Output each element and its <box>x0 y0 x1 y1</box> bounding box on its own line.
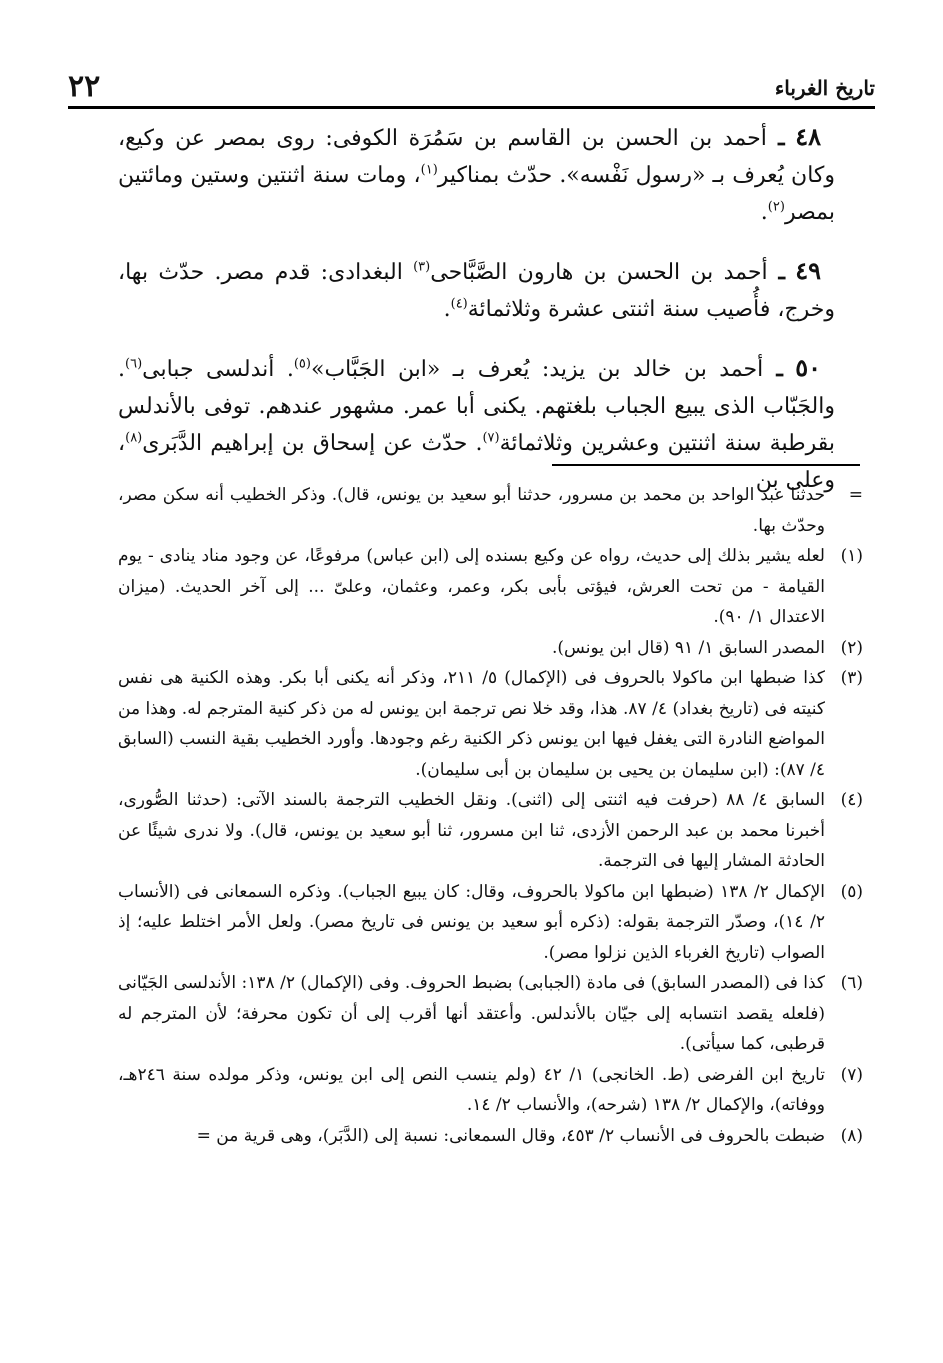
footnote-separator <box>552 464 860 466</box>
footnote <box>118 541 863 633</box>
footnote-ref: (٧) <box>482 430 500 446</box>
footnote-mark: (٣) <box>840 668 863 688</box>
footnote-ref: (٦) <box>125 356 143 372</box>
footnote-mark: (٥) <box>840 881 863 902</box>
footnote-mark: (٧) <box>840 1064 863 1085</box>
footnote-text: المصدر السابق ١/ ٩١ (قال ابن يونس). <box>552 637 825 658</box>
footnote-mark: = <box>848 485 863 505</box>
biography-entry: ٤٩ ـ أحمد بن الحسن بن هارون الصَّبَّاحى$^{(٣)}$ البغدادى: قدم مصر. حدّث بها، وخرج، فأُصيب سنة اثنتى عشرة وثلاثمائة$^{(٤)}$. <box>118 256 835 322</box>
entry-text: البغدادى: قدم مصر. حدّث بها، وخرج، فأُصيب سنة اثنتى عشرة وثلاثمائة <box>118 260 835 322</box>
entry-text: . <box>760 200 768 225</box>
entry-number: ٤٩ <box>795 256 821 285</box>
entry-text: ، ومات سنة اثنتين وستين ومائتين بمصر <box>118 163 835 225</box>
footnote-mark: (٤) <box>840 790 863 810</box>
footnote-text: لعله يشير بذلك إلى حديث، رواه عن وكيع بسنده إلى (ابن عباس) مرفوعًا، عن وجود مناد ينادى - يوم القيامة - من تحت العرش، فيؤتى بأبى بكر، وعمر، وعثمان، وعلىّ ... إلى آخر الحديث. (ميزان الاعتدال ١/ ٩٠). <box>118 546 825 627</box>
entry-number: ٤٨ <box>795 122 821 151</box>
footnote-mark: (١) <box>840 546 863 566</box>
footnote-ref: (٤) <box>450 296 468 312</box>
footnote-ref: (٢) <box>767 199 785 215</box>
footnote-text: الإكمال ٢/ ١٣٨ (ضبطها ابن ماكولا بالحروف، وقال: كان يبيع الجباب). وذكره السمعانى فى (الأنساب ٢/ ١٤)، وصدّر الترجمة بقوله: (ذكره أبو سعيد بن يونس فى تاريخ مصر). ولعل الأمر اختلط عليه؛ إذ الصواب (تاريخ الغرباء الذين نزلوا مصر). <box>118 881 825 963</box>
entry-text: . أندلسى جبابى <box>142 357 294 382</box>
entry-text: أحمد بن الحسن بن هارون الصَّبَّاحى <box>430 260 768 285</box>
entry-text: . <box>443 297 451 322</box>
footnote <box>118 1060 863 1121</box>
footnote-ref: (٨) <box>125 430 143 446</box>
footnotes <box>118 480 863 1151</box>
footnote-mark: (٢) <box>840 637 863 658</box>
footnote-text: كذا ضبطها ابن ماكولا بالحروف فى (الإكمال) ٥/ ٢١١، وذكر أنه يكنى أبا بكر. وهذه الكنية هى نفس كنيته فى (تاريخ بغداد) ٤/ ٨٧. هذا، وقد خلا نص ترجمة ابن يونس له من ذكر كنية المترجم له. وهذا من المواضع النادرة التى يغفل فيها ابن يونس ذكر الكنية رغم وجودها. وأورد الخطيب بقية النسب (السابق ٤/ ٨٧): (ابن سليمان بن يحيى بن سليمان بن أبى سليمان). <box>118 668 825 780</box>
entry-number: ٥٠ <box>795 353 821 382</box>
footnote-ref: (٣) <box>413 259 431 275</box>
main-text <box>118 118 835 520</box>
footnote-ref: (١) <box>420 162 438 178</box>
entry-text: أحمد بن الحسن بن القاسم بن سَمُرَة الكوفى: روى بمصر عن وكيع، وكان يُعرف بـ «رسول نَفْسه». حدّث بمناكير <box>118 126 835 188</box>
footnote <box>118 968 863 1060</box>
entry-text: . والجَبّاب الذى يبيع الجباب بلغتهم. يكنى أبا عمر. مشهور عندهم. توفى بالأندلس بقرطبة سنة اثنتين وعشرين وثلاثمائة <box>118 357 835 456</box>
entry-text: . حدّث عن إسحاق بن إبراهيم الدَّبَرى <box>142 431 483 456</box>
footnote <box>118 633 863 664</box>
footnote <box>118 877 863 969</box>
biography-entry: ٥٠ ـ أحمد بن خالد بن يزيد: يُعرف بـ «ابن الجَبَّاب»$^{(٥)}$. أندلسى جبابى$^{(٦)}$. والجَبّاب الذى يبيع الجباب بلغتهم. يكنى أبا عمر. مشهور عندهم. توفى بالأندلس بقرطبة سنة اثنتين وعشرين وثلاثمائة$^{(٧)}$. حدّث عن إسحاق بن إبراهيم الدَّبَرى$^{(٨)}$، وعلى بن <box>118 353 835 493</box>
footnote <box>118 785 863 877</box>
entry-text: أحمد بن خالد بن يزيد: يُعرف بـ «ابن الجَبَّاب» <box>310 357 764 382</box>
footnote-text: حدثنا عبد الواحد بن محمد بن مسرور، حدثنا أبو سعيد بن يونس، قال). وذكر الخطيب أنه سكن مصر، وحدّث بها. <box>118 485 825 536</box>
footnote-mark: (٨) <box>840 1125 863 1146</box>
running-title: تاريخ الغرباء <box>774 76 875 100</box>
footnote-text: السابق ٤/ ٨٨ (حرفت فيه اثنتى إلى (اثنى). ونقل الخطيب الترجمة بالسند الآتى: (حدثنا الصُّورى، أخبرنا محمد بن عبد الرحمن الأزدى، ثنا ابن مسرور، ثنا أبو سعيد بن يونس، قال). ولا ندرى شيئًا عن الحادثة المشار إليها فى الترجمة. <box>118 790 825 871</box>
footnote <box>118 663 863 785</box>
footnote-mark: (٦) <box>840 973 863 993</box>
footnote-text: كذا فى (المصدر السابق) فى مادة (الجبابى) بضبط الحروف. وفى (الإكمال) ٢/ ١٣٨: الأندلسى الجَيّانى (فلعله يقصد انتسابه إلى جيّان بالأندلس. وأعتقد أنها أقرب إلى أن تكون محرفة؛ لأن المترجم له قرطبى، كما سيأتى). <box>118 973 825 1054</box>
page-header <box>68 66 875 109</box>
footnote <box>118 480 863 541</box>
page-number: ٢٢ <box>68 69 101 104</box>
footnote <box>118 1121 863 1152</box>
footnote-text: ضبطت بالحروف فى الأنساب ٢/ ٤٥٣، وقال السمعانى: نسبة إلى (الدَّبَر)، وهى قرية من = <box>196 1125 825 1146</box>
biography-entry: ٤٨ ـ أحمد بن الحسن بن القاسم بن سَمُرَة الكوفى: روى بمصر عن وكيع، وكان يُعرف بـ «رسول نَفْسه». حدّث بمناكير$^{(١)}$، ومات سنة اثنتين وستين ومائتين بمصر$^{(٢)}$. <box>118 122 835 225</box>
entry-text: ، وعلى بن <box>118 431 835 493</box>
footnote-text: تاريخ ابن الفرضى (ط. الخانجى) ١/ ٤٢ (ولم ينسب النص إلى ابن يونس، وذكر مولده سنة ٢٤٦هـ، ووفاته)، والإكمال ٢/ ١٣٨ (شرحه)، والأنساب ٢/ ١٤. <box>118 1064 825 1115</box>
footnote-ref: (٥) <box>293 356 311 372</box>
